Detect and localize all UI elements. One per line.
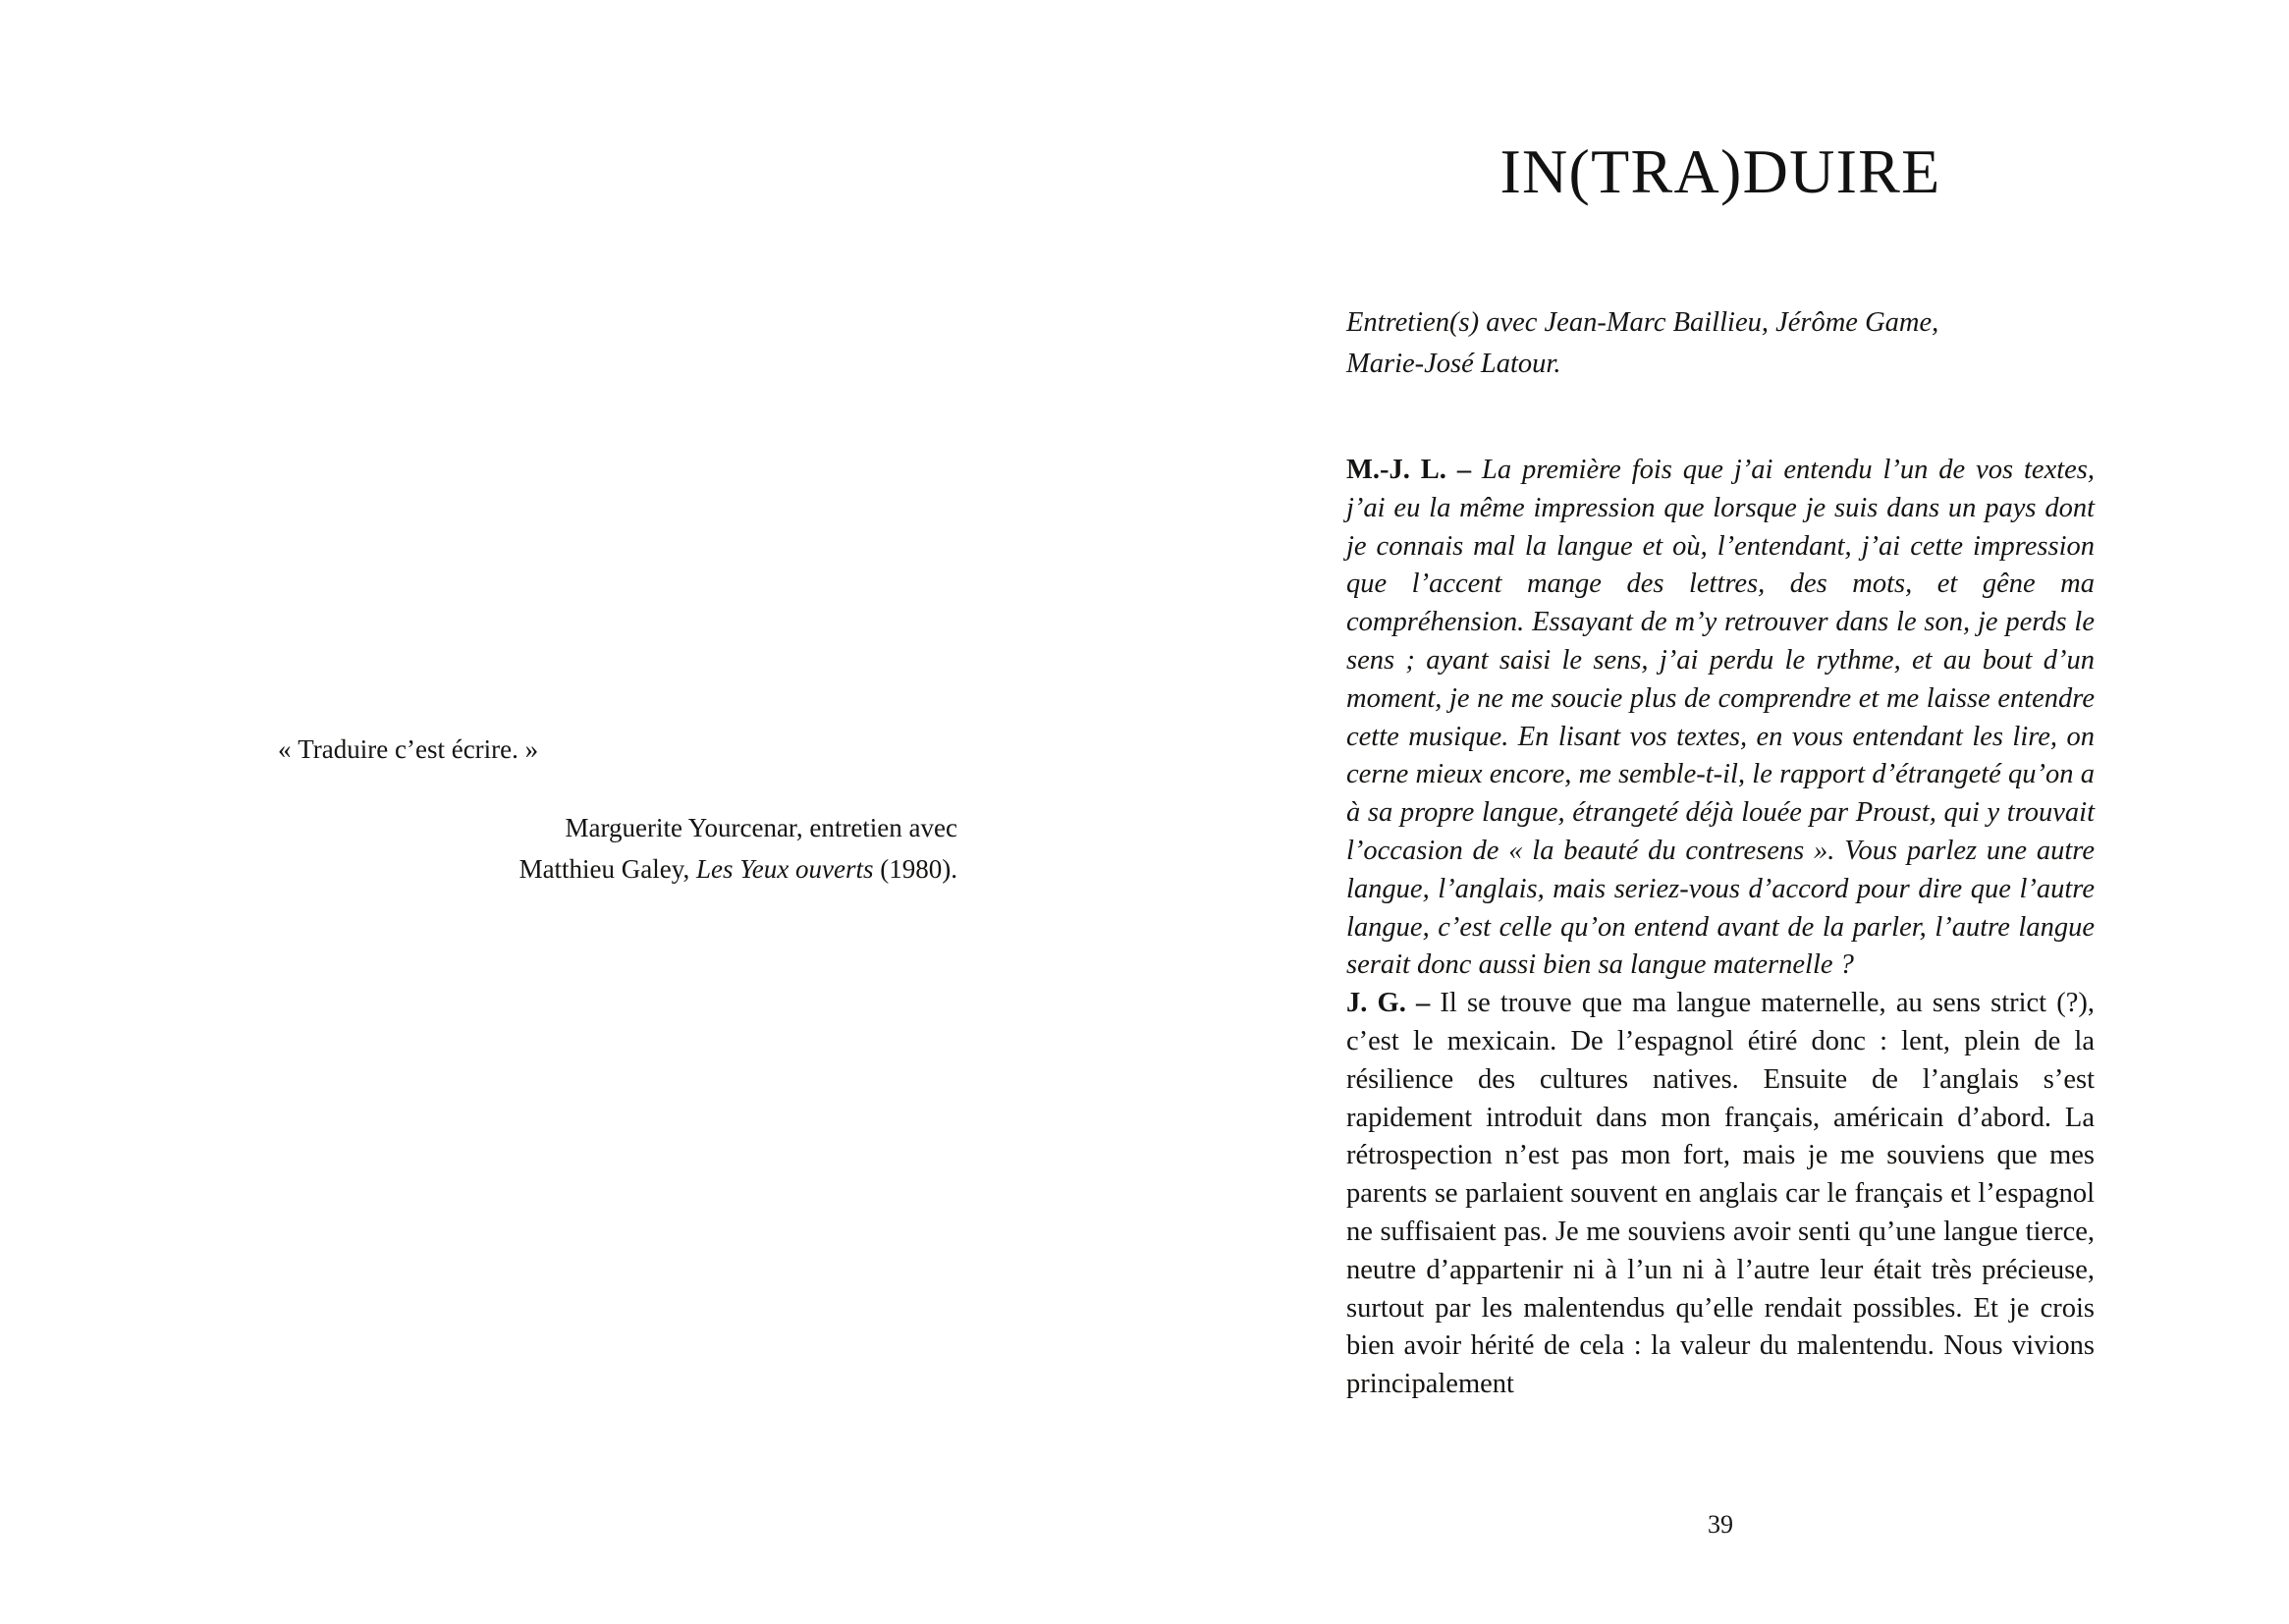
dialogue-turn-answer bbox=[1346, 985, 2095, 1404]
interview-text bbox=[1346, 452, 2095, 1404]
epigraph-attribution bbox=[278, 807, 957, 890]
text-column bbox=[1346, 135, 2095, 1404]
speaker-label-jg: J. G. – bbox=[1346, 988, 1431, 1019]
subtitle-line2: Marie-José Latour. bbox=[1346, 349, 1561, 379]
attribution-line1: Marguerite Yourcenar, entretien avec bbox=[565, 813, 957, 842]
dialogue-turn-question bbox=[1346, 452, 2095, 985]
question-text: La première fois que j’ai entendu l’un de vos textes, j’ai eu la même impression que lorsque je suis dans un pays dont je connais mal la langue et où, l’entendant, j’ai cette impression que l’accent mange des lettres, des mots, et gêne ma compréhension. Essayant de m’y retrouver dans le son, je perds le sens ; ayant saisi le sens, j’ai perdu le rythme, et au bout d’un moment, je ne me soucie plus de comprendre et me laisse entendre cette musique. En lisant vos textes, en vous entendant les lire, on cerne mieux encore, me semble-t-il, le rapport d’étrangeté qu’on a à sa propre langue, étrangeté déjà louée par Proust, qui y trouvait l’occasion de « la beauté du contresens ». Vous parlez une autre langue, l’anglais, mais seriez-vous d’accord pour dire que l’autre langue, c’est celle qu’on entend avant de la parler, l’autre langue serait donc aussi bien sa langue maternelle ? bbox=[1346, 455, 2096, 981]
attribution-work-title: Les Yeux ouverts bbox=[696, 854, 874, 884]
epigraph bbox=[278, 729, 957, 890]
attribution-line2 bbox=[519, 854, 957, 884]
subtitle-line1: Entretien(s) avec Jean-Marc Baillieu, Jérôme Game, bbox=[1346, 307, 1939, 338]
speaker-label-mjl: M.-J. L. – bbox=[1346, 455, 1472, 485]
answer-text: Il se trouve que ma langue maternelle, au sens strict (?), c’est le mexicain. De l’espagnol étiré donc : lent, plein de la résilience des cultures natives. Ensuite de l’anglais s’est rapidement introduit dans mon français, américain d’abord. La rétrospection n’est pas mon fort, mais je me souviens que mes parents se parlaient souvent en anglais car le français et l’espagnol ne suffisaient pas. Je me souviens avoir senti qu’une langue tierce, neutre d’appartenir ni à l’un ni à l’autre leur était très précieuse, surtout par les malentendus qu’elle rendait possibles. Et je crois bien avoir hérité de cela : la valeur du malentendu. Nous vivions principalement bbox=[1346, 988, 2096, 1400]
chapter-title: IN(TRA)DUIRE bbox=[1499, 136, 1941, 206]
right-page bbox=[1144, 0, 2289, 1624]
page-number: 39 bbox=[1708, 1510, 1733, 1539]
attribution-author: Matthieu Galey, bbox=[518, 854, 697, 884]
attribution-year: (1980). bbox=[873, 854, 957, 884]
left-page bbox=[0, 0, 1144, 1624]
epigraph-quote: « Traduire c’est écrire. » bbox=[278, 734, 539, 764]
subtitle bbox=[1346, 302, 2095, 385]
